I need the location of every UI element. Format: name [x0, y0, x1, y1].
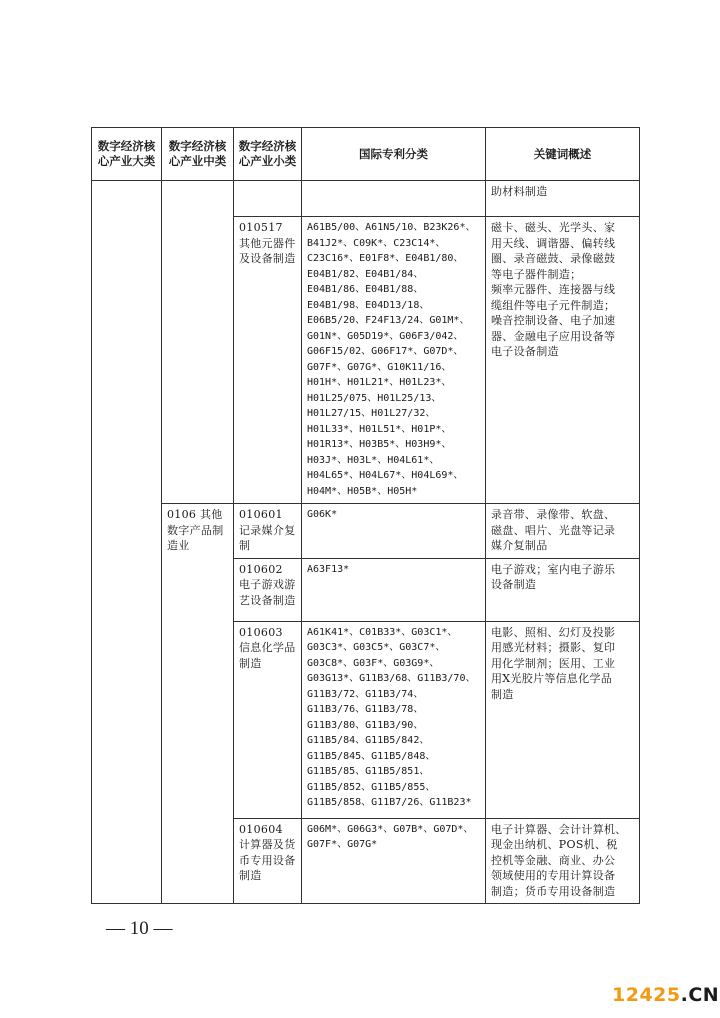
ipc-cell-010604 [302, 818, 486, 904]
ipc-cell-010603 [302, 621, 486, 818]
ipc-line: G06K* [307, 509, 338, 520]
ipc-line: G06M*、G06G3*、G07B*、G07D*、 [307, 823, 474, 835]
ipc-line: G03C8*、G03F*、G03G9*、 [307, 657, 440, 669]
ipc-line: C23C16*、E01F8*、E04B1/80、 [307, 253, 464, 264]
keywords-cell-010601 [486, 504, 640, 559]
watermark-suffix: .CN [680, 984, 720, 1006]
ipc-line: E06B5/20、F24F13/24、G01M*、 [307, 315, 470, 326]
ipc-line: E04B1/98、E04D13/18、 [307, 299, 430, 311]
ipc-line: H01L25/075、H01L25/13、 [307, 392, 442, 404]
ipc-line: G11B5/84、G11B5/842、 [307, 735, 430, 746]
ipc-cell-010602 [302, 558, 486, 621]
ipc-line: A61K41*、C01B33*、G03C1*、 [307, 626, 458, 638]
keyword-line: 制造；货币专用设备制造 [491, 884, 616, 898]
ipc-line: A63F13* [307, 563, 350, 575]
patent-classification-table [91, 127, 640, 904]
ipc-line: E04B1/86、E04B1/88、 [307, 284, 424, 295]
ipc-line: G11B5/852、G11B5/855、 [307, 781, 436, 793]
keyword-line: 制造 [491, 687, 514, 701]
keywords-cell-010604 [486, 818, 640, 904]
minor-category-cell-continued [234, 181, 302, 217]
ipc-line: G11B3/72、G11B3/74、 [307, 688, 424, 700]
keyword-line: 领域使用的专用计算设备 [491, 869, 616, 882]
ipc-line: G11B3/76、G11B3/78、 [307, 704, 424, 715]
keyword-line: 缆组件等电子元件制造； [491, 298, 616, 312]
minor-category-010602: 010602 电子游戏游艺设备制造 [234, 558, 302, 621]
keyword-line: 媒介复制品 [491, 539, 548, 552]
keyword-line: 噪音控制设备、电子加速 [491, 314, 616, 327]
keyword-line: 电子游戏；室内电子游乐 [491, 562, 616, 576]
ipc-line: G01N*、G05D19*、G06F3/042、 [307, 330, 464, 342]
keywords-cell-010517 [486, 217, 640, 504]
keywords-cell-010603 [486, 621, 640, 818]
mid-category-0106: 0106 其他数字产品制造业 [162, 504, 234, 904]
keyword-line: 用天线、调谐器、偏转线 [491, 236, 616, 250]
table-row [92, 504, 640, 559]
ipc-line: B41J2*、C09K*、C23C14*、 [307, 237, 446, 249]
major-category-cell [92, 181, 162, 904]
keyword-line: 录音带、录像带、软盘、 [491, 508, 616, 521]
header-minor-category: 数字经济核心产业小类 [234, 128, 302, 181]
header-keywords: 关键词概述 [486, 128, 640, 181]
keyword-line: 用化学制剂；医用、工业 [491, 656, 616, 670]
keyword-line: 等电子器件制造； [491, 267, 582, 281]
keyword-line: 磁盘、唱片、光盘等记录 [491, 523, 616, 537]
ipc-line: H01L33*、H01L51*、H01P*、 [307, 423, 452, 435]
watermark-number: 12425 [612, 984, 681, 1006]
keyword-line: 控机等金融、商业、办公 [491, 853, 616, 867]
ipc-line: G06F15/02、G06F17*、G07D*、 [307, 346, 464, 357]
ipc-cell-010601 [302, 504, 486, 559]
keyword-line: 电子设备制造 [491, 345, 559, 358]
ipc-cell-continued [302, 181, 486, 217]
ipc-line: G11B3/80、G11B3/90、 [307, 719, 424, 731]
page-number: — 10 — [106, 918, 173, 939]
table-row-continued [92, 181, 640, 217]
keyword-line: 频率元器件、连接器与线 [491, 283, 616, 296]
ipc-line: G03G13*、G11B3/68、G11B3/70、 [307, 673, 476, 684]
ipc-line: H04L65*、H04L67*、H04L69*、 [307, 470, 464, 481]
ipc-line: G07F*、G07G* [307, 839, 378, 850]
keyword-line: 现金出纳机、POS机、税 [491, 838, 618, 851]
keyword-line: 圈、录音磁鼓、录像磁鼓 [491, 252, 616, 265]
header-major-category: 数字经济核心产业大类 [92, 128, 162, 181]
ipc-line: G03C3*、G03C5*、G03C7*、 [307, 642, 446, 653]
minor-category-010603: 010603 信息化学品制造 [234, 621, 302, 818]
keywords-cell-010602 [486, 558, 640, 621]
minor-category-010604: 010604 计算器及货币专用设备制造 [234, 818, 302, 904]
ipc-cell-010517 [302, 217, 486, 504]
keyword-line: 器、金融电子应用设备等 [491, 329, 616, 343]
header-ipc: 国际专利分类 [302, 128, 486, 181]
site-watermark[interactable] [612, 984, 719, 1006]
ipc-line: H01H*、H01L21*、H01L23*、 [307, 377, 452, 388]
ipc-line: H01R13*、H03B5*、H03H9*、 [307, 439, 452, 450]
keyword-line: 用感光材料；摄影、复印 [491, 641, 616, 654]
ipc-line: G07F*、G07G*、G10K11/16、 [307, 361, 452, 373]
ipc-line: A61B5/00、A61N5/10、B23K26*、 [307, 222, 476, 233]
ipc-line: H01L27/15、H01L27/32、 [307, 408, 436, 419]
keyword-line: 电子计算器、会计计算机、 [491, 822, 627, 836]
ipc-line: G11B5/858、G11B7/26、G11B23* [307, 797, 472, 808]
keyword-line: 电影、照相、幻灯及投影 [491, 625, 616, 639]
mid-category-cell-continued [162, 181, 234, 504]
header-mid-category: 数字经济核心产业中类 [162, 128, 234, 181]
keyword-line: 设备制造 [491, 578, 537, 591]
ipc-line: H03J*、H03L*、H04L61*、 [307, 454, 440, 466]
minor-category-010517: 010517 其他元器件及设备制造 [234, 217, 302, 504]
table-header-row [92, 128, 640, 181]
ipc-line: E04B1/82、E04B1/84、 [307, 268, 424, 280]
keywords-cell-continued: 助材料制造 [486, 181, 640, 217]
ipc-line: G11B5/85、G11B5/851、 [307, 766, 430, 777]
minor-category-010601: 010601 记录媒介复制 [234, 504, 302, 559]
ipc-line: H04M*、H05B*、H05H* [307, 485, 418, 497]
keyword-line: 用X光胶片等信息化学品 [491, 672, 613, 685]
keyword-line: 磁卡、磁头、光学头、家 [491, 221, 616, 234]
ipc-line: G11B5/845、G11B5/848、 [307, 750, 436, 762]
